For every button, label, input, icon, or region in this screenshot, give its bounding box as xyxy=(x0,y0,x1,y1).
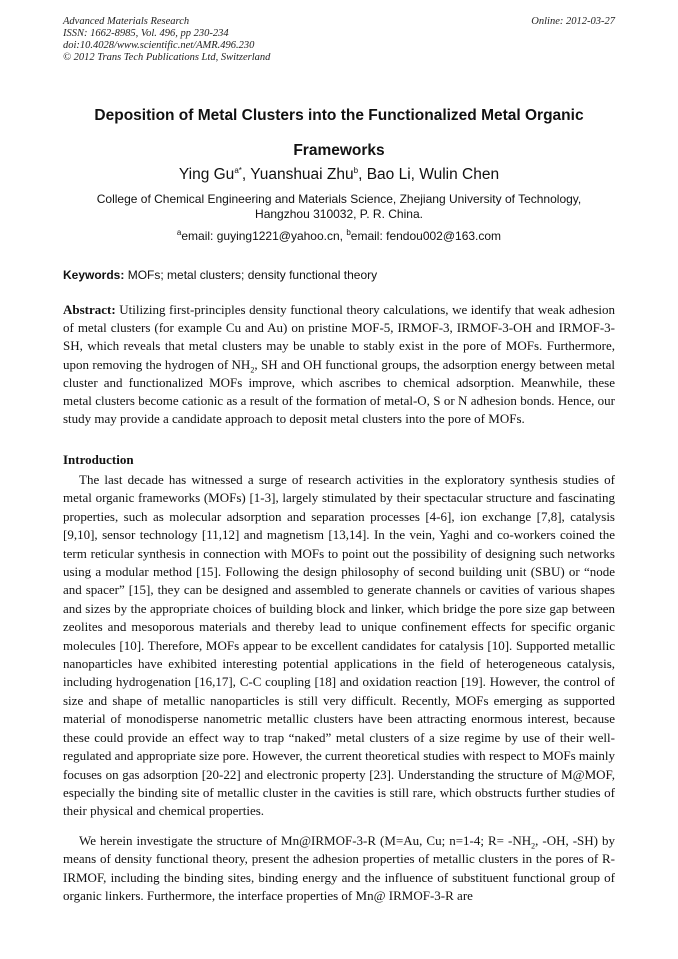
online-date: Online: 2012-03-27 xyxy=(531,16,615,27)
abstract-text-1: Utilizing first-principles density functional theory calculations, we identify that weak adhesion of metal clusters (for example Cu and Au) on pristine MOF-5, IRMOF-3, IRMOF-3-OH and IRMOF-3-SH, which reveals that metal clusters may be unable to stably exist in the pore of MOFs. Furthermore, upon removing the hydrogen of NH xyxy=(63,302,615,372)
section-heading-introduction: Introduction xyxy=(63,452,134,467)
author-name: Ying Gu xyxy=(178,166,235,183)
keywords-label: Keywords: xyxy=(63,268,125,282)
author-emails xyxy=(60,229,618,243)
paper-title xyxy=(60,98,618,168)
journal-copyright: © 2012 Trans Tech Publications Ltd, Switzerland xyxy=(63,52,271,63)
affiliation-line-2: Hangzhou 310032, P. R. China. xyxy=(255,207,423,221)
author-list xyxy=(60,166,618,184)
author-affil-mark: a* xyxy=(234,165,242,175)
introduction-paragraph-1: The last decade has witnessed a surge of research activities in the exploratory synthesis studies of metal organic frameworks (MOFs) [1-3], largely stimulated by their spectacular structure and fascinating properties, such as molecular adsorption and separation processes [4-6], ion exchange [7,8], catalysis [9,10], sensor technology [11,12] and magnetism [13,14]. In the vein, Yaghi and co-workers coined the term reticular synthesis in connection with MOFs to point out the possibility of designing such networks using a modular method [15]. Following the design philosophy of second building unit (SBU) or “node and spacer” [15], they can be designed and assembled to generate channels or cavities of various shapes and sizes by the appropriate choices of building block and linker, which bridge the pore size gap between zeolites and mesoporous materials and thereby lead to unique confinement effects for specific organic molecules [10]. Therefore, MOFs appear to be excellent candidates for catalysis [10]. Supported metallic nanoparticles have exhibited interesting potential applications in the field of heterogeneous catalysis, including hydrogenation [16,17], C-C coupling [18] and oxidation reaction [19]. However, the control of size and shape of metallic nanoparticles is still very difficult. Recently, MOFs emerging as supported material of monodisperse nanometric metallic clusters have been attracting enormous interest, because these could provide an effect way to trap “naked” metal clusters of a size regime by use of their well-regulated and appropriate size pore. However, the current theoretical studies with respect to MOFs mainly focuses on gas adsorption [20-22] and electronic property [23]. Understanding the structure of M@MOF, especially the binding site of metallic cluster in the cavities is still rare, which obstructs further studies of their physical and chemical properties. xyxy=(63,472,615,819)
email-a: email: guying1221@yahoo.cn, xyxy=(181,229,347,243)
abstract-text-2: , SH and OH functional groups, the adsorption energy between metal cluster and functionalized MOFs improve, which ascribes to chemical adsorption. Meanwhile, these metal clusters become cationic as a result of the formation of metal-O, S or N adhesion bonds. Hence, our study may provide a candidate approach to deposit metal clusters into the pore of MOFs. xyxy=(63,356,615,427)
keywords xyxy=(63,268,615,282)
paragraph-2-subscript: 2 xyxy=(531,841,536,851)
author-separator: , xyxy=(241,166,251,183)
author-name: Yuanshuai Zhu xyxy=(250,166,354,183)
author-affil-mark: b xyxy=(353,165,359,175)
journal-doi: doi:10.4028/www.scientific.net/AMR.496.230 xyxy=(63,40,255,51)
introduction-paragraph-2 xyxy=(63,832,615,906)
keywords-text: MOFs; metal clusters; density functional theory xyxy=(124,268,378,282)
email-mark-a: a xyxy=(176,228,182,237)
paper-title-line-1: Deposition of Metal Clusters into the Functionalized Metal Organic xyxy=(94,107,584,124)
paragraph-2-text-b: , -OH, -SH) by means of density functional theory, present the adhesion properties of metallic clusters in the pores of R-IRMOF, including the binding sites, binding energy and the influence of substituent functional group of organic linkers. Furthermore, the interface properties of Mn@ IRMOF-3-R are xyxy=(63,833,616,904)
affiliation-line-1: College of Chemical Engineering and Materials Science, Zhejiang University of Technology, xyxy=(96,192,582,206)
abstract xyxy=(63,301,615,428)
abstract-label: Abstract: xyxy=(63,302,116,317)
affiliation xyxy=(70,192,608,222)
journal-issn: ISSN: 1662-8985, Vol. 496, pp 230-234 xyxy=(63,28,229,39)
author-names-rest: , Bao Li, Wulin Chen xyxy=(358,166,500,183)
journal-header xyxy=(63,16,270,64)
journal-name: Advanced Materials Research xyxy=(63,16,190,27)
paper-title-line-2: Frameworks xyxy=(293,142,385,159)
paragraph-2-text-a: We herein investigate the structure of Mn@IRMOF-3-R (M=Au, Cu; n=1-4; R= -NH xyxy=(79,833,532,848)
email-mark-b: b xyxy=(346,228,351,237)
email-b: email: fendou002@163.com xyxy=(350,229,502,243)
abstract-subscript: 2 xyxy=(250,365,255,375)
